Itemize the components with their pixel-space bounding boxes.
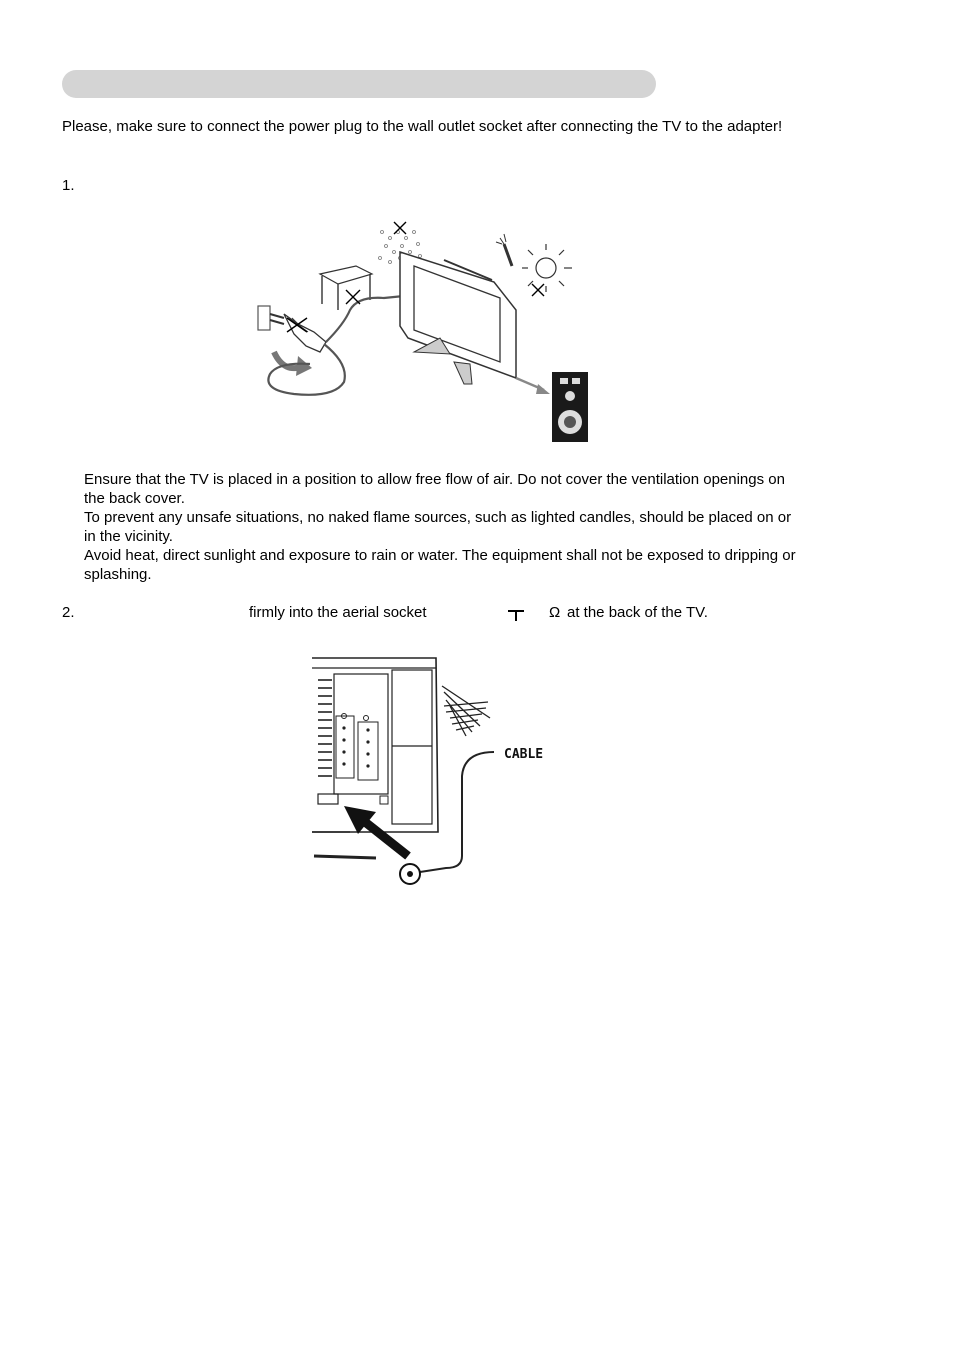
safety-note-heat-water: Avoid heat, direct sunlight and exposure to rain or water. The equipment shall not be exposed to dripping or splashing. — [84, 547, 796, 583]
step-2-text-b: at the back of the TV. — [567, 604, 708, 621]
step-1-number: 1. — [62, 177, 75, 194]
tv-back-cable-illustration — [296, 646, 552, 896]
speaker-icon — [552, 372, 588, 442]
safety-note-airflow: Ensure that the TV is placed in a position to allow free flow of air. Do not cover the ventilation openings on the back cover. — [84, 471, 785, 507]
step-2-number: 2. — [62, 604, 75, 621]
safety-notes — [84, 470, 804, 584]
omega-symbol: Ω — [549, 604, 561, 621]
aerial-socket-icon — [507, 606, 525, 622]
safety-note-flame: To prevent any unsafe situations, no naked flame sources, such as lighted candles, should be placed on or in the vicinity. — [84, 509, 792, 545]
placement-illustration — [254, 214, 594, 446]
section-header-bar — [62, 70, 656, 98]
intro-paragraph: Please, make sure to connect the power plug to the wall outlet socket after connecting the TV to the adapter! — [62, 118, 783, 135]
coax-connector-icon — [400, 864, 420, 884]
cable-label: CABLE — [504, 747, 544, 762]
step-2-text-a: firmly into the aerial socket — [249, 604, 427, 621]
